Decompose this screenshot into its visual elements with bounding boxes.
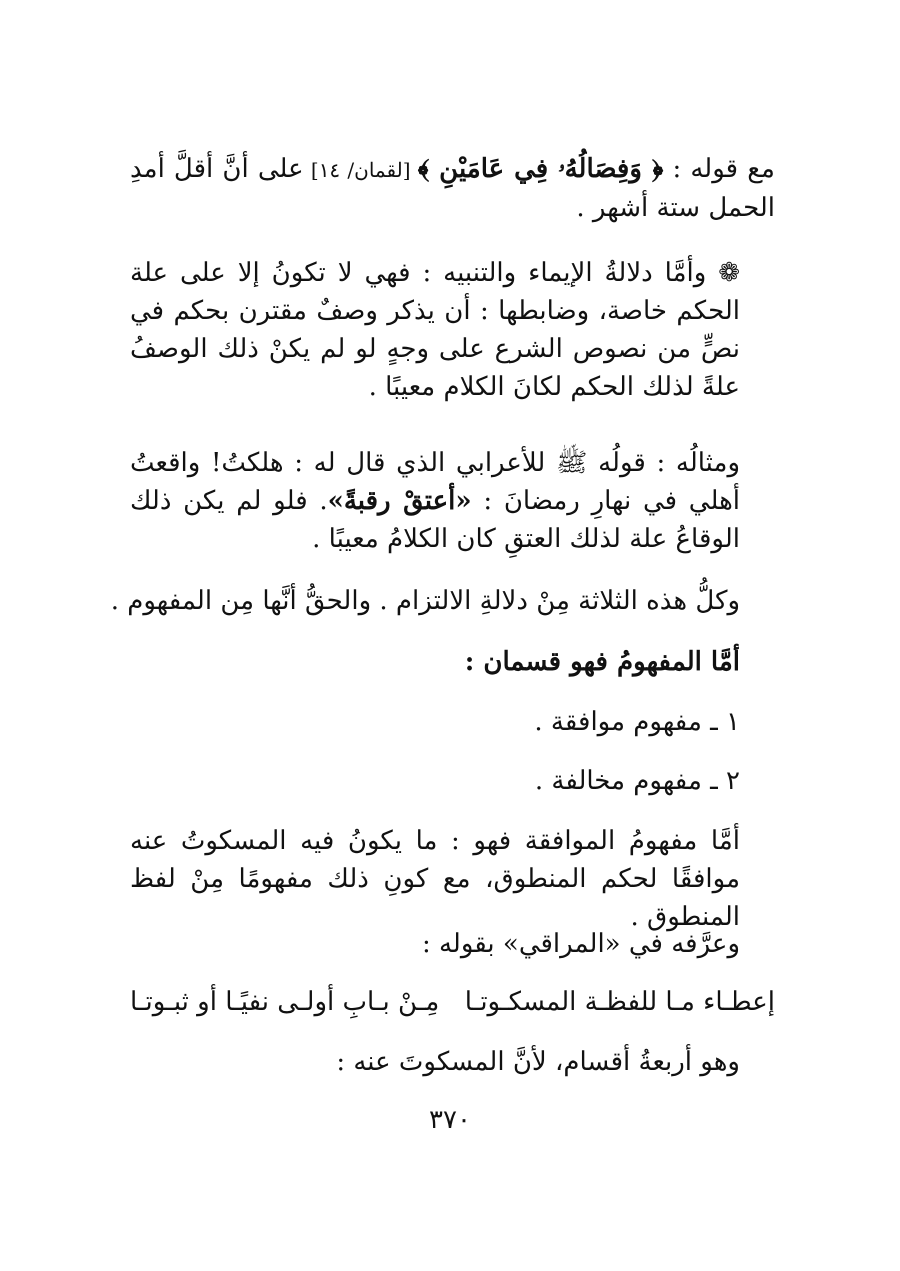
page-number: ٣٧٠ xyxy=(429,1105,471,1135)
list-item: ١ ـ مفهوم موافقة . xyxy=(534,707,740,737)
paragraph-implication: ❁ وأمَّا دلالةُ الإيماء والتنبيه : فهي لا تكونُ إلا على علة الحكم خاصة، وضابطها : أن يذكر وصفٌ مقترن بحكم في نصٍّ من نصوص الشرع على وجهٍ لو لم يكنْ ذلك الوصفُ علةً لذلك الحكم لكانَ الكلام معيبًا . xyxy=(130,258,740,402)
hadith-quote: «أعتقْ رقبةً» xyxy=(327,486,472,516)
verse-first-hemistich: إعطـاء مـا للفظـة المسكـوتـا xyxy=(464,987,775,1017)
paragraph-text: ومثالُه : قولُه ﷺ للأعرابي الذي قال له : هلكتُ! واقعتُ أهلي في نهارِ رمضانَ : xyxy=(130,448,740,516)
verse-second-hemistich: مِـنْ بـابِ أولـى نفيًـا أو ثبـوتـا xyxy=(130,987,440,1017)
paragraph-quran-citation xyxy=(130,150,775,227)
paragraph-definition: أمَّا مفهومُ الموافقة فهو : ما يكونُ فيه المسكوتُ عنه موافقًا لحكم المنطوق، مع كونِ ذلك مفهومًا مِنْ لفظ المنطوق . xyxy=(130,826,740,932)
paragraph-text: على أنَّ أقلَّ أمدِ الحمل ستة أشهر . xyxy=(130,154,775,223)
verse-reference: [لقمان/ ١٤] xyxy=(303,158,418,182)
paragraph-text: وهو أربعةُ أقسام، لأنَّ المسكوتَ عنه : xyxy=(336,1047,740,1077)
list-item: ٢ ـ مفهوم مخالفة . xyxy=(534,766,740,796)
section-heading: أمَّا المفهومُ فهو قسمان : xyxy=(464,647,740,677)
poetry-verse xyxy=(130,983,775,1023)
paragraph-text: مع قوله : xyxy=(663,154,775,184)
paragraph-text: . فلو لم يكن ذلك الوقاعُ علة لذلك العتقِ كان الكلامُ معيبًا . xyxy=(130,486,740,554)
paragraph-summary: وكلُّ هذه الثلاثة مِنْ دلالةِ الالتزام . والحقُّ أنَّها مِن المفهوم . xyxy=(110,586,740,616)
paragraph-example xyxy=(130,444,775,558)
quran-verse: ﴿ وَفِصَالُهُۥ فِي عَامَيْنِ ﴾ xyxy=(417,154,664,184)
paragraph-text: وعرَّفه في «المراقي» بقوله : xyxy=(421,929,740,959)
